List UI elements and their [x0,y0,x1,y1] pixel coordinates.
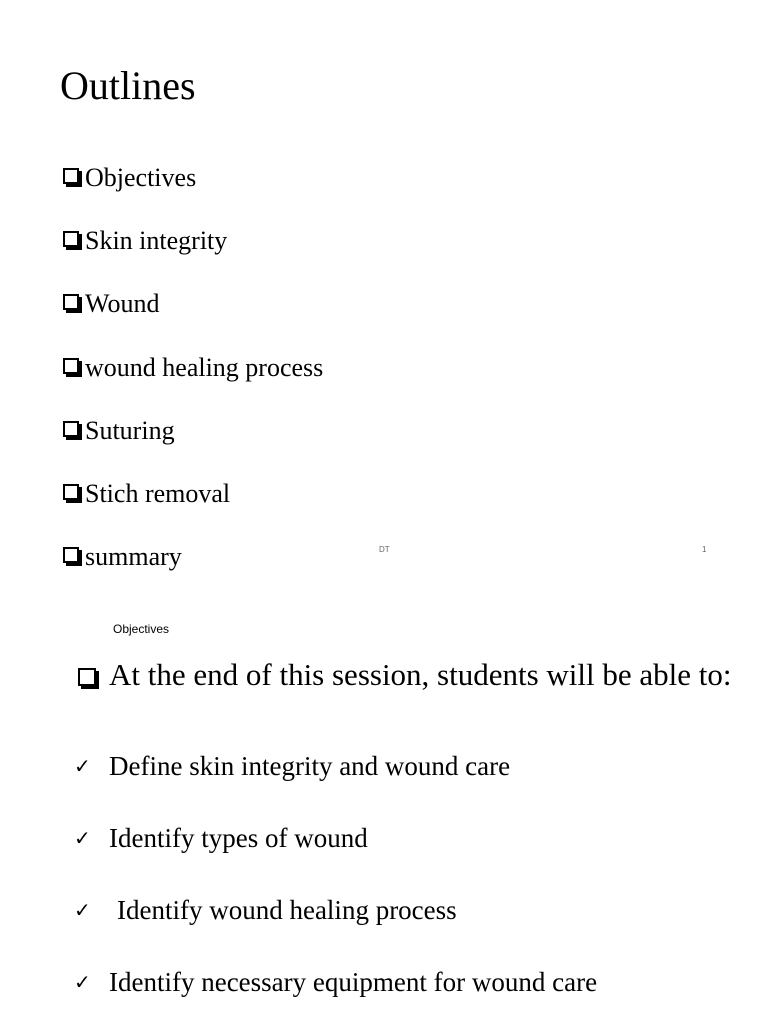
page-number: 1 [702,545,707,554]
list-item [60,462,323,525]
checkbox-bullet-icon [63,547,79,563]
intro-text: At the end of this session, students will be able to: [109,657,732,692]
slide-title: Outlines [60,63,196,108]
checkbox-bullet-icon [63,358,79,374]
footer-author: DT [379,545,390,554]
checkmark-icon: ✓ [74,754,91,778]
list-item [60,526,323,589]
objectives-slide [0,590,768,1024]
list-item-label: Objectives [85,162,197,192]
list-item [74,874,597,946]
checkbox-bullet-icon [78,668,96,686]
outline-list [60,146,323,589]
list-item-label: Skin integrity [85,225,228,255]
list-item [60,399,323,462]
checkbox-bullet-icon [63,484,79,500]
list-item-label: wound healing process [85,352,324,382]
list-item [60,273,323,336]
checkmark-icon: ✓ [74,826,91,850]
intro-block [76,656,756,693]
checkbox-bullet-icon [63,294,79,310]
list-item-label: Identify necessary equipment for wound care [109,967,598,997]
checkbox-bullet-icon [63,168,79,184]
list-item-label: Identify types of wound [109,823,368,853]
list-item [60,209,323,272]
objectives-list [74,730,597,1018]
list-item-label: summary [85,542,182,572]
list-item [74,730,597,802]
list-item-label: Define skin integrity and wound care [109,751,511,781]
list-item-label: Wound [85,289,160,319]
list-item-label: Stich removal [85,479,231,509]
list-item-label: Suturing [85,415,175,445]
slide-header: Objectives [113,622,170,636]
list-item-label: Identify wound healing process [117,895,457,925]
list-item [74,946,597,1018]
list-item [60,146,323,209]
checkbox-bullet-icon [63,421,79,437]
checkmark-icon: ✓ [74,898,91,922]
list-item [60,336,323,399]
checkbox-bullet-icon [63,231,79,247]
checkmark-icon: ✓ [74,970,91,994]
list-item [74,802,597,874]
